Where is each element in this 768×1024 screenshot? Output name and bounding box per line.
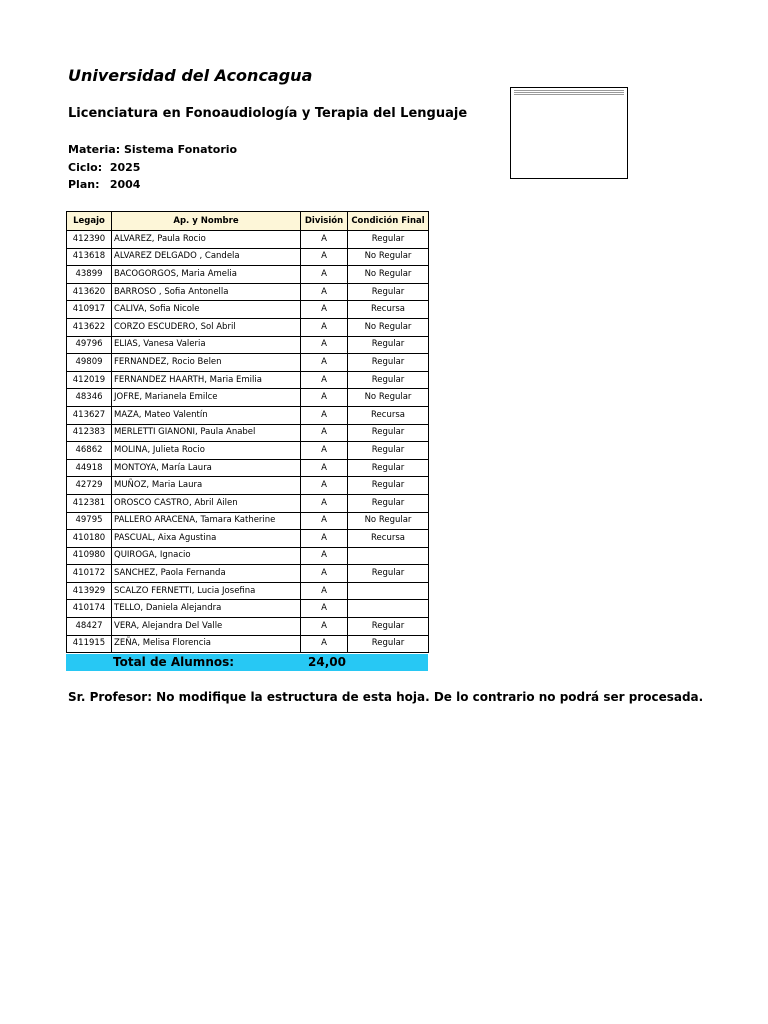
cell-legajo: 413620 [67, 283, 112, 301]
column-header-division: División [301, 212, 348, 231]
cell-division: A [301, 459, 348, 477]
cell-division: A [301, 389, 348, 407]
cell-division: A [301, 582, 348, 600]
cell-nombre: OROSCO CASTRO, Abril Ailen [112, 494, 301, 512]
table-row [67, 635, 429, 653]
professor-notice: Sr. Profesor: No modifique la estructura de esta hoja. De lo contrario no podrá ser procesada. [68, 690, 704, 704]
table-row [67, 618, 429, 636]
cell-nombre: ZEÑA, Melisa Florencia [112, 635, 301, 653]
cell-nombre: PASCUAL, Aixa Agustina [112, 530, 301, 548]
cell-nombre: QUIROGA, Ignacio [112, 547, 301, 565]
cell-legajo: 410180 [67, 530, 112, 548]
cell-nombre: BACOGORGOS, Maria Amelia [112, 266, 301, 284]
table-row [67, 547, 429, 565]
table-row [67, 266, 429, 284]
plan-line [68, 178, 140, 191]
cell-condicion: No Regular [348, 248, 429, 266]
cell-nombre: PALLERO ARACENA, Tamara Katherine [112, 512, 301, 530]
cell-legajo: 49809 [67, 354, 112, 372]
cell-nombre: ALVAREZ, Paula Rocio [112, 231, 301, 249]
fine-print [514, 90, 624, 95]
cell-division: A [301, 371, 348, 389]
cell-nombre: CORZO ESCUDERO, Sol Abril [112, 318, 301, 336]
table-row [67, 530, 429, 548]
table-row [67, 459, 429, 477]
cell-legajo: 43899 [67, 266, 112, 284]
students-table [66, 211, 429, 653]
cell-nombre: VERA, Alejandra Del Valle [112, 618, 301, 636]
plan-value: 2004 [109, 178, 141, 191]
cell-legajo: 410980 [67, 547, 112, 565]
table-row [67, 512, 429, 530]
ciclo-value: 2025 [109, 161, 141, 174]
ciclo-line [68, 161, 140, 174]
cell-division: A [301, 530, 348, 548]
table-body [67, 231, 429, 653]
cell-legajo: 49796 [67, 336, 112, 354]
cell-legajo: 412383 [67, 424, 112, 442]
cell-legajo: 410917 [67, 301, 112, 319]
cell-condicion: Regular [348, 618, 429, 636]
university-title: Universidad del Aconcagua [68, 66, 313, 85]
cell-nombre: MERLETTI GIANONI, Paula Anabel [112, 424, 301, 442]
table-row [67, 354, 429, 372]
cell-division: A [301, 406, 348, 424]
table-row [67, 477, 429, 495]
table-row [67, 248, 429, 266]
table-row [67, 389, 429, 407]
table-header-row [67, 212, 429, 231]
cell-division: A [301, 600, 348, 618]
cell-condicion: Recursa [348, 301, 429, 319]
table-row [67, 231, 429, 249]
cell-division: A [301, 336, 348, 354]
table-row [67, 424, 429, 442]
cell-nombre: MONTOYA, María Laura [112, 459, 301, 477]
cell-condicion [348, 600, 429, 618]
cell-legajo: 44918 [67, 459, 112, 477]
cell-legajo: 410172 [67, 565, 112, 583]
table-row [67, 371, 429, 389]
cell-legajo: 412381 [67, 494, 112, 512]
cell-division: A [301, 266, 348, 284]
cell-nombre: MAZA, Mateo Valentín [112, 406, 301, 424]
table-row [67, 600, 429, 618]
cell-condicion [348, 547, 429, 565]
cell-condicion: Regular [348, 354, 429, 372]
materia-line [68, 143, 237, 156]
column-header-legajo: Legajo [67, 212, 112, 231]
cell-nombre: SANCHEZ, Paola Fernanda [112, 565, 301, 583]
column-header-condicion: Condición Final [348, 212, 429, 231]
ciclo-label: Ciclo: [68, 161, 103, 174]
cell-division: A [301, 424, 348, 442]
cell-legajo: 410174 [67, 600, 112, 618]
cell-legajo: 413618 [67, 248, 112, 266]
cell-division: A [301, 618, 348, 636]
cell-division: A [301, 283, 348, 301]
cell-nombre: SCALZO FERNETTI, Lucia Josefina [112, 582, 301, 600]
cell-legajo: 42729 [67, 477, 112, 495]
cell-condicion: No Regular [348, 318, 429, 336]
cell-division: A [301, 354, 348, 372]
cell-legajo: 49795 [67, 512, 112, 530]
cell-condicion: Recursa [348, 406, 429, 424]
cell-legajo: 411915 [67, 635, 112, 653]
cell-condicion: No Regular [348, 389, 429, 407]
cell-condicion: Regular [348, 494, 429, 512]
cell-division: A [301, 248, 348, 266]
cell-division: A [301, 442, 348, 460]
cell-legajo: 412390 [67, 231, 112, 249]
cell-nombre: ELIAS, Vanesa Valeria [112, 336, 301, 354]
cell-condicion: Regular [348, 565, 429, 583]
cell-nombre: BARROSO , Sofia Antonella [112, 283, 301, 301]
cell-division: A [301, 477, 348, 495]
table-row [67, 283, 429, 301]
materia-value: Sistema Fonatorio [123, 143, 238, 156]
cell-legajo: 413929 [67, 582, 112, 600]
cell-condicion [348, 582, 429, 600]
cell-condicion: Regular [348, 424, 429, 442]
cell-division: A [301, 494, 348, 512]
cell-condicion: Regular [348, 635, 429, 653]
cell-condicion: Regular [348, 459, 429, 477]
cell-division: A [301, 231, 348, 249]
cell-condicion: Regular [348, 283, 429, 301]
cell-nombre: MOLINA, Julieta Rocio [112, 442, 301, 460]
cell-legajo: 48346 [67, 389, 112, 407]
cell-nombre: ALVAREZ DELGADO , Candela [112, 248, 301, 266]
cell-division: A [301, 512, 348, 530]
materia-label: Materia: [68, 143, 121, 156]
cell-condicion: Regular [348, 442, 429, 460]
cell-nombre: FERNANDEZ, Rocio Belen [112, 354, 301, 372]
cell-condicion: No Regular [348, 512, 429, 530]
column-header-nombre: Ap. y Nombre [112, 212, 301, 231]
cell-nombre: MUÑOZ, Maria Laura [112, 477, 301, 495]
cell-nombre: TELLO, Daniela Alejandra [112, 600, 301, 618]
cell-condicion: Regular [348, 231, 429, 249]
table-row [67, 301, 429, 319]
table-row [67, 336, 429, 354]
career-title: Licenciatura en Fonoaudiología y Terapia del Lenguaje [68, 106, 468, 121]
cell-condicion: Regular [348, 371, 429, 389]
table-row [67, 406, 429, 424]
cell-legajo: 48427 [67, 618, 112, 636]
table-row [67, 565, 429, 583]
plan-label: Plan: [68, 178, 100, 191]
table-row [67, 318, 429, 336]
cell-division: A [301, 301, 348, 319]
cell-condicion: No Regular [348, 266, 429, 284]
cell-legajo: 46862 [67, 442, 112, 460]
table-row [67, 494, 429, 512]
stamp-box [510, 87, 628, 179]
cell-condicion: Regular [348, 477, 429, 495]
cell-division: A [301, 635, 348, 653]
total-value: 24,00 [308, 655, 346, 669]
cell-division: A [301, 318, 348, 336]
cell-condicion: Regular [348, 336, 429, 354]
cell-legajo: 413627 [67, 406, 112, 424]
cell-nombre: CALIVA, Sofia Nicole [112, 301, 301, 319]
cell-nombre: JOFRE, Marianela Emilce [112, 389, 301, 407]
cell-legajo: 413622 [67, 318, 112, 336]
table-row [67, 442, 429, 460]
cell-nombre: FERNANDEZ HAARTH, Maria Emilia [112, 371, 301, 389]
cell-condicion: Recursa [348, 530, 429, 548]
table-row [67, 582, 429, 600]
total-label: Total de Alumnos: [113, 655, 235, 669]
cell-division: A [301, 547, 348, 565]
cell-legajo: 412019 [67, 371, 112, 389]
cell-division: A [301, 565, 348, 583]
